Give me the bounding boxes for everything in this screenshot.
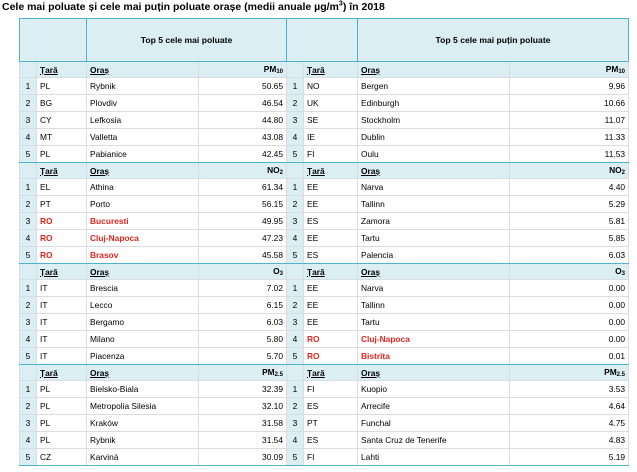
rank-cell: 2 <box>20 297 37 314</box>
value-cell: 5.80 <box>199 331 287 348</box>
rank-header-cell <box>287 62 304 78</box>
country-header: Țară <box>304 365 358 381</box>
city-cell: Lahti <box>358 449 510 466</box>
value-cell: 32.10 <box>199 398 287 415</box>
table-row <box>20 432 629 449</box>
country-cell: RO <box>304 348 358 365</box>
rank-cell: 1 <box>287 381 304 398</box>
city-cell: Pabianice <box>87 146 199 163</box>
rank-cell: 1 <box>287 280 304 297</box>
table-row <box>20 314 629 331</box>
section-header-row <box>20 163 629 179</box>
table-row <box>20 247 629 264</box>
rank-cell: 2 <box>287 196 304 213</box>
rank-cell: 1 <box>20 179 37 196</box>
city-header: Oraș <box>358 264 510 280</box>
city-cell: Oulu <box>358 146 510 163</box>
city-cell: Kraków <box>87 415 199 432</box>
city-cell: Tartu <box>358 314 510 331</box>
pollutant-header <box>199 365 287 381</box>
city-cell: Santa Cruz de Tenerife <box>358 432 510 449</box>
value-cell: 5.81 <box>510 213 629 230</box>
rank-cell: 4 <box>287 331 304 348</box>
country-cell: EE <box>304 179 358 196</box>
city-cell: Athina <box>87 179 199 196</box>
rank-header-cell <box>20 365 37 381</box>
pollutant-symbol: PM <box>604 367 617 377</box>
rank-cell: 5 <box>287 247 304 264</box>
blank-cell <box>287 19 358 62</box>
title-superscript: 3 <box>338 0 343 8</box>
rank-cell: 4 <box>20 432 37 449</box>
table-row <box>20 297 629 314</box>
pollutant-subscript: 2 <box>279 170 283 176</box>
table-row <box>20 348 629 365</box>
city-cell: Brasov <box>87 247 199 264</box>
value-cell: 47.23 <box>199 230 287 247</box>
pollutant-symbol: PM <box>605 64 619 74</box>
value-cell: 31.58 <box>199 415 287 432</box>
country-cell: PL <box>37 432 87 449</box>
city-header: Oraș <box>87 365 199 381</box>
country-header: Țară <box>304 62 358 78</box>
country-cell: ES <box>304 213 358 230</box>
country-cell: PL <box>37 398 87 415</box>
country-cell: EE <box>304 230 358 247</box>
city-cell: Piacenza <box>87 348 199 365</box>
table-row <box>20 449 629 466</box>
table-row <box>20 95 629 112</box>
city-cell: Bielsko-Biala <box>87 381 199 398</box>
rank-cell: 4 <box>287 129 304 146</box>
pollutant-subscript: 2.5 <box>274 372 283 378</box>
city-cell: Zamora <box>358 213 510 230</box>
city-cell: Dublin <box>358 129 510 146</box>
value-cell: 5.70 <box>199 348 287 365</box>
table-row <box>20 129 629 146</box>
city-cell: Palencia <box>358 247 510 264</box>
value-cell: 6.03 <box>199 314 287 331</box>
country-cell: ES <box>304 398 358 415</box>
value-cell: 4.64 <box>510 398 629 415</box>
country-header: Țară <box>304 264 358 280</box>
rank-cell: 4 <box>287 432 304 449</box>
least-polluted-caption: Top 5 cele mai puțin poluate <box>358 19 629 62</box>
value-cell: 6.15 <box>199 297 287 314</box>
city-cell: Metropolia Silesia <box>87 398 199 415</box>
title-text: Cele mai poluate și cele mai puțin poluate orașe (medii anuale µg/m <box>2 1 339 13</box>
city-header: Oraș <box>87 163 199 179</box>
table-row <box>20 213 629 230</box>
rank-cell: 3 <box>287 112 304 129</box>
country-header: Țară <box>37 62 87 78</box>
pollutant-symbol: NO <box>267 165 280 175</box>
value-cell: 30.09 <box>199 449 287 466</box>
table-row <box>20 280 629 297</box>
table-row <box>20 196 629 213</box>
country-header: Țară <box>37 365 87 381</box>
rank-cell: 2 <box>287 95 304 112</box>
pollutant-symbol: O <box>615 266 622 276</box>
country-cell: PT <box>37 196 87 213</box>
value-cell: 50.65 <box>199 78 287 95</box>
country-cell: EE <box>304 196 358 213</box>
value-cell: 43.08 <box>199 129 287 146</box>
value-cell: 5.19 <box>510 449 629 466</box>
country-cell: SE <box>304 112 358 129</box>
pollutant-symbol: PM <box>263 64 277 74</box>
pollutant-subscript: 2.5 <box>616 372 626 378</box>
country-cell: PL <box>37 415 87 432</box>
country-cell: FI <box>304 381 358 398</box>
country-cell: ES <box>304 432 358 449</box>
country-cell: CY <box>37 112 87 129</box>
value-cell: 42.45 <box>199 146 287 163</box>
value-cell: 0.00 <box>510 314 629 331</box>
value-cell: 5.85 <box>510 230 629 247</box>
pollutant-symbol: NO <box>609 165 622 175</box>
rank-cell: 5 <box>287 146 304 163</box>
value-cell: 45.58 <box>199 247 287 264</box>
city-header: Oraș <box>358 365 510 381</box>
country-cell: EE <box>304 297 358 314</box>
rank-cell: 3 <box>20 112 37 129</box>
table-row <box>20 381 629 398</box>
city-cell: Tartu <box>358 230 510 247</box>
rank-cell: 3 <box>20 415 37 432</box>
rank-header-cell <box>20 163 37 179</box>
country-cell: CZ <box>37 449 87 466</box>
city-cell: Milano <box>87 331 199 348</box>
city-cell: Tallinn <box>358 196 510 213</box>
value-cell: 4.40 <box>510 179 629 196</box>
country-cell: FI <box>304 146 358 163</box>
country-header: Țară <box>37 264 87 280</box>
city-cell: Karviná <box>87 449 199 466</box>
pollutant-header <box>199 264 287 280</box>
rank-cell: 2 <box>20 398 37 415</box>
air-quality-table <box>19 18 629 466</box>
rank-cell: 4 <box>20 331 37 348</box>
value-cell: 3.53 <box>510 381 629 398</box>
value-cell: 4.83 <box>510 432 629 449</box>
country-cell: IT <box>37 314 87 331</box>
value-cell: 11.07 <box>510 112 629 129</box>
value-cell: 11.33 <box>510 129 629 146</box>
pollutant-header <box>510 62 629 78</box>
pollutant-subscript: 3 <box>279 271 283 277</box>
country-cell: PL <box>37 381 87 398</box>
city-cell: Funchal <box>358 415 510 432</box>
country-cell: UK <box>304 95 358 112</box>
value-cell: 49.95 <box>199 213 287 230</box>
country-cell: RO <box>37 213 87 230</box>
title-suffix: ) în 2018 <box>342 1 385 13</box>
city-cell: Lecco <box>87 297 199 314</box>
rank-cell: 1 <box>287 78 304 95</box>
city-cell: Valletta <box>87 129 199 146</box>
rank-cell: 5 <box>287 449 304 466</box>
rank-header-cell <box>20 62 37 78</box>
country-cell: IT <box>37 348 87 365</box>
value-cell: 32.39 <box>199 381 287 398</box>
pollutant-subscript: 2 <box>621 170 626 176</box>
table-row <box>20 112 629 129</box>
rank-cell: 3 <box>287 314 304 331</box>
city-cell: Bergamo <box>87 314 199 331</box>
city-cell: Brescia <box>87 280 199 297</box>
rank-cell: 1 <box>20 381 37 398</box>
city-cell: Cluj-Napoca <box>87 230 199 247</box>
pollutant-symbol: O <box>273 266 280 276</box>
value-cell: 61.34 <box>199 179 287 196</box>
country-header: Țară <box>304 163 358 179</box>
country-cell: PT <box>304 415 358 432</box>
rank-cell: 5 <box>287 348 304 365</box>
country-cell: EL <box>37 179 87 196</box>
rank-cell: 3 <box>287 415 304 432</box>
country-header: Țară <box>37 163 87 179</box>
table-row <box>20 146 629 163</box>
city-cell: Arrecife <box>358 398 510 415</box>
country-cell: IT <box>37 331 87 348</box>
rank-cell: 5 <box>20 146 37 163</box>
country-cell: FI <box>304 449 358 466</box>
city-cell: Cluj-Napoca <box>358 331 510 348</box>
country-cell: IE <box>304 129 358 146</box>
value-cell: 31.54 <box>199 432 287 449</box>
country-cell: BG <box>37 95 87 112</box>
city-header: Oraș <box>87 62 199 78</box>
most-polluted-caption: Top 5 cele mai poluate <box>87 19 287 62</box>
city-cell: Narva <box>358 280 510 297</box>
pollutant-subscript: 10 <box>276 69 283 75</box>
value-cell: 0.00 <box>510 280 629 297</box>
city-cell: Rybnik <box>87 78 199 95</box>
value-cell: 10.66 <box>510 95 629 112</box>
country-cell: PL <box>37 78 87 95</box>
city-cell: Bistrita <box>358 348 510 365</box>
city-header: Oraș <box>87 264 199 280</box>
city-cell: Kuopio <box>358 381 510 398</box>
table-row <box>20 78 629 95</box>
rank-cell: 5 <box>20 247 37 264</box>
rank-header-cell <box>287 365 304 381</box>
rank-cell: 1 <box>20 78 37 95</box>
pollutant-symbol: PM <box>262 367 275 377</box>
country-cell: RO <box>37 247 87 264</box>
section-header-row <box>20 264 629 280</box>
rank-cell: 2 <box>287 297 304 314</box>
city-cell: Plovdiv <box>87 95 199 112</box>
table-row <box>20 331 629 348</box>
table-row <box>20 230 629 247</box>
rank-header-cell <box>20 264 37 280</box>
pollutant-header <box>199 62 287 78</box>
value-cell: 11.53 <box>510 146 629 163</box>
city-cell: Stockholm <box>358 112 510 129</box>
pollutant-header <box>510 365 629 381</box>
section-header-row <box>20 365 629 381</box>
city-cell: Tallinn <box>358 297 510 314</box>
country-cell: NO <box>304 78 358 95</box>
pollutant-subscript: 3 <box>621 271 626 277</box>
value-cell: 0.00 <box>510 331 629 348</box>
table-row <box>20 415 629 432</box>
table-caption-row <box>20 19 629 62</box>
city-cell: Lefkosia <box>87 112 199 129</box>
pollutant-header <box>199 163 287 179</box>
value-cell: 46.54 <box>199 95 287 112</box>
city-header: Oraș <box>358 163 510 179</box>
country-cell: RO <box>37 230 87 247</box>
value-cell: 6.03 <box>510 247 629 264</box>
city-header: Oraș <box>358 62 510 78</box>
value-cell: 56.15 <box>199 196 287 213</box>
table-row <box>20 179 629 196</box>
rank-cell: 3 <box>287 213 304 230</box>
value-cell: 9.96 <box>510 78 629 95</box>
country-cell: MT <box>37 129 87 146</box>
pollutant-header <box>510 264 629 280</box>
rank-cell: 2 <box>20 95 37 112</box>
country-cell: RO <box>304 331 358 348</box>
rank-cell: 4 <box>287 230 304 247</box>
rank-cell: 1 <box>20 280 37 297</box>
rank-cell: 5 <box>20 348 37 365</box>
rank-cell: 3 <box>20 213 37 230</box>
country-cell: ES <box>304 247 358 264</box>
rank-cell: 3 <box>20 314 37 331</box>
pollutant-header <box>510 163 629 179</box>
city-cell: Rybnik <box>87 432 199 449</box>
value-cell: 0.00 <box>510 297 629 314</box>
page-title <box>2 1 385 13</box>
section-header-row <box>20 62 629 78</box>
city-cell: Edinburgh <box>358 95 510 112</box>
rank-cell: 2 <box>287 398 304 415</box>
rank-header-cell <box>287 264 304 280</box>
rank-cell: 5 <box>20 449 37 466</box>
value-cell: 4.75 <box>510 415 629 432</box>
city-cell: Bucuresti <box>87 213 199 230</box>
country-cell: PL <box>37 146 87 163</box>
city-cell: Bergen <box>358 78 510 95</box>
rank-cell: 2 <box>20 196 37 213</box>
country-cell: EE <box>304 280 358 297</box>
value-cell: 0.01 <box>510 348 629 365</box>
city-cell: Porto <box>87 196 199 213</box>
table-row <box>20 398 629 415</box>
pollutant-subscript: 10 <box>618 69 626 75</box>
value-cell: 44.80 <box>199 112 287 129</box>
rank-cell: 4 <box>20 230 37 247</box>
value-cell: 7.02 <box>199 280 287 297</box>
country-cell: EE <box>304 314 358 331</box>
city-cell: Narva <box>358 179 510 196</box>
country-cell: IT <box>37 280 87 297</box>
blank-cell <box>20 19 87 62</box>
country-cell: IT <box>37 297 87 314</box>
value-cell: 5.29 <box>510 196 629 213</box>
rank-header-cell <box>287 163 304 179</box>
rank-cell: 1 <box>287 179 304 196</box>
rank-cell: 4 <box>20 129 37 146</box>
